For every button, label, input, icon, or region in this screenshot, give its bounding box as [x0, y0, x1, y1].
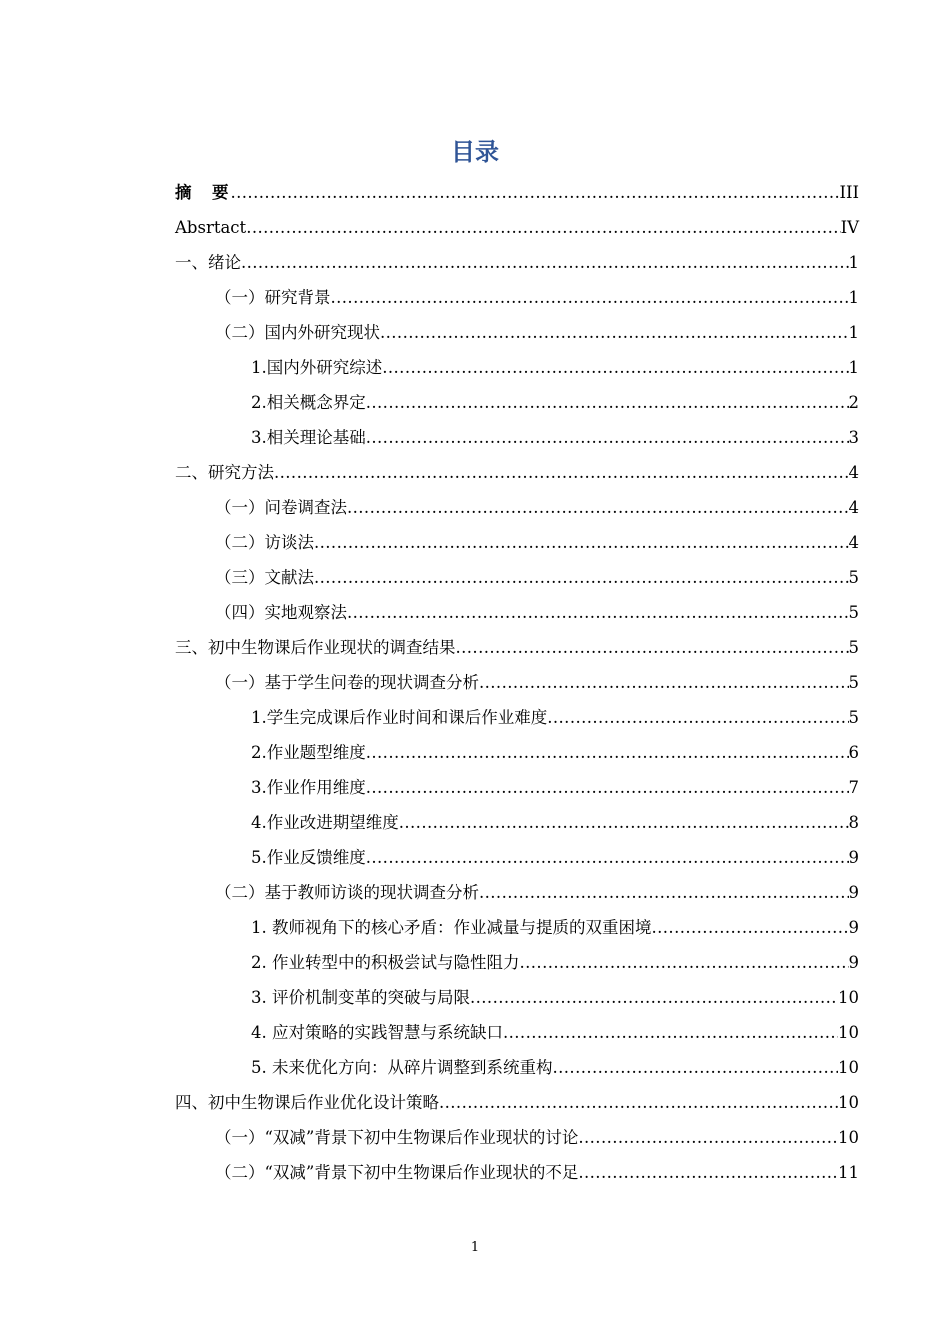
- toc-entry-page: 10: [838, 1128, 859, 1147]
- toc-entry[interactable]: [175, 805, 859, 840]
- toc-entry-label: 2. 作业转型中的积极尝试与隐性阻力: [251, 953, 520, 972]
- toc-entry-label: 2.作业题型维度: [251, 743, 366, 762]
- toc-dot-leader: [399, 805, 849, 840]
- toc-dot-leader: [547, 700, 848, 735]
- toc-entry-page: 7: [848, 778, 859, 797]
- toc-entry[interactable]: [175, 595, 859, 630]
- toc-entry-label: 摘 要: [175, 183, 231, 202]
- toc-dot-leader: [331, 280, 849, 315]
- toc-entry-label: （三）文献法: [215, 568, 314, 587]
- toc-dot-leader: [314, 560, 849, 595]
- toc-dot-leader: [366, 840, 849, 875]
- toc-dot-leader: [578, 1120, 838, 1155]
- toc-entry-label: 5.作业反馈维度: [251, 848, 366, 867]
- toc-dot-leader: [578, 1155, 838, 1190]
- toc-entry[interactable]: [175, 245, 859, 280]
- toc-entry-page: 5: [848, 708, 859, 727]
- toc-entry[interactable]: [175, 420, 859, 455]
- toc-dot-leader: [347, 595, 849, 630]
- toc-entry[interactable]: [175, 560, 859, 595]
- toc-entry-label: 二、研究方法: [175, 463, 274, 482]
- toc-entry[interactable]: [175, 630, 859, 665]
- toc-dot-leader: [470, 980, 838, 1015]
- toc-dot-leader: [366, 770, 849, 805]
- toc-entry-page: 2: [848, 393, 859, 412]
- toc-entry-page: 4: [848, 533, 859, 552]
- page-number: 1: [470, 1240, 480, 1255]
- toc-entry[interactable]: [175, 1155, 859, 1190]
- toc-entry[interactable]: [175, 875, 859, 910]
- toc-dot-leader: [231, 175, 840, 210]
- toc-entry[interactable]: [175, 175, 859, 210]
- toc-title: 目录: [451, 138, 499, 166]
- toc-entry-page: 9: [848, 883, 859, 902]
- toc-entry-page: 9: [848, 918, 859, 937]
- toc-dot-leader: [382, 350, 848, 385]
- toc-entry-page: 9: [848, 848, 859, 867]
- toc-entry-label: 3.相关理论基础: [251, 428, 366, 447]
- toc-entry-page: 4: [848, 498, 859, 517]
- toc-entry[interactable]: [175, 1085, 859, 1120]
- toc-entry-page: 1: [848, 358, 859, 377]
- toc-entry-label: （二）基于教师访谈的现状调查分析: [215, 883, 479, 902]
- toc-entry[interactable]: [175, 980, 859, 1015]
- toc-entry[interactable]: [175, 770, 859, 805]
- toc-entry-label: 4.作业改进期望维度: [251, 813, 399, 832]
- toc-dot-leader: [246, 210, 840, 245]
- toc-entry[interactable]: [175, 700, 859, 735]
- toc-entry-page: 10: [838, 1058, 859, 1077]
- toc-entry[interactable]: [175, 1015, 859, 1050]
- toc-entry[interactable]: [175, 1120, 859, 1155]
- toc-entry-label: 2.相关概念界定: [251, 393, 366, 412]
- toc-entry-label: （一）基于学生问卷的现状调查分析: [215, 673, 479, 692]
- toc-entry-label: 1. 教师视角下的核心矛盾：作业减量与提质的双重困境: [251, 918, 652, 937]
- toc-dot-leader: [553, 1050, 839, 1085]
- toc-entry-label: 一、绪论: [175, 253, 241, 272]
- toc-entry[interactable]: [175, 735, 859, 770]
- toc-entry-page: 4: [848, 463, 859, 482]
- table-of-contents: [175, 175, 859, 1190]
- toc-dot-leader: [274, 455, 849, 490]
- toc-dot-leader: [479, 875, 849, 910]
- toc-entry-page: 11: [838, 1163, 859, 1182]
- toc-entry-label: 三、初中生物课后作业现状的调查结果: [175, 638, 456, 657]
- toc-dot-leader: [314, 525, 849, 560]
- toc-entry[interactable]: [175, 840, 859, 875]
- toc-entry-page: 10: [838, 1023, 859, 1042]
- toc-dot-leader: [366, 385, 849, 420]
- toc-entry-label: （一）问卷调查法: [215, 498, 347, 517]
- toc-entry-label: 4. 应对策略的实践智慧与系统缺口: [251, 1023, 503, 1042]
- toc-entry-page: 10: [838, 988, 859, 1007]
- toc-dot-leader: [366, 420, 849, 455]
- toc-entry-page: 9: [848, 953, 859, 972]
- toc-entry-label: 四、初中生物课后作业优化设计策略: [175, 1093, 439, 1112]
- toc-entry-label: Absrtact: [175, 218, 247, 237]
- toc-entry[interactable]: [175, 315, 859, 350]
- toc-entry[interactable]: [175, 210, 859, 245]
- toc-entry-page: 5: [848, 603, 859, 622]
- toc-entry-label: （四）实地观察法: [215, 603, 347, 622]
- toc-entry[interactable]: [175, 350, 859, 385]
- toc-entry-label: 3. 评价机制变革的突破与局限: [251, 988, 470, 1007]
- toc-dot-leader: [503, 1015, 838, 1050]
- toc-dot-leader: [652, 910, 849, 945]
- toc-entry-label: （二）国内外研究现状: [215, 323, 380, 342]
- toc-entry-page: 1: [848, 323, 859, 342]
- toc-entry-page: 6: [848, 743, 859, 762]
- toc-entry-label: 3.作业作用维度: [251, 778, 366, 797]
- toc-dot-leader: [456, 630, 849, 665]
- toc-entry-page: 8: [848, 813, 859, 832]
- toc-dot-leader: [479, 665, 849, 700]
- toc-entry[interactable]: [175, 910, 859, 945]
- toc-entry-page: 5: [848, 673, 859, 692]
- toc-dot-leader: [366, 735, 849, 770]
- toc-entry-page: 3: [848, 428, 859, 447]
- toc-entry-label: （一）“双减”背景下初中生物课后作业现状的讨论: [215, 1128, 579, 1147]
- toc-entry[interactable]: [175, 490, 859, 525]
- toc-entry-page: 10: [838, 1093, 859, 1112]
- toc-entry-label: （一）研究背景: [215, 288, 331, 307]
- toc-entry-page: IV: [840, 218, 859, 237]
- toc-dot-leader: [380, 315, 849, 350]
- toc-entry-label: 1.国内外研究综述: [251, 358, 383, 377]
- toc-entry-page: 1: [848, 253, 859, 272]
- toc-dot-leader: [241, 245, 849, 280]
- toc-entry[interactable]: [175, 525, 859, 560]
- toc-dot-leader: [439, 1085, 838, 1120]
- toc-dot-leader: [347, 490, 849, 525]
- toc-entry[interactable]: [175, 1050, 859, 1085]
- toc-entry-page: 5: [848, 638, 859, 657]
- toc-dot-leader: [520, 945, 849, 980]
- toc-entry-page: 1: [848, 288, 859, 307]
- toc-entry-page: III: [839, 183, 859, 202]
- toc-entry-label: （二）访谈法: [215, 533, 314, 552]
- toc-entry[interactable]: [175, 665, 859, 700]
- toc-entry[interactable]: [175, 455, 859, 490]
- toc-entry-page: 5: [848, 568, 859, 587]
- toc-entry[interactable]: [175, 945, 859, 980]
- toc-entry-label: （二）“双减”背景下初中生物课后作业现状的不足: [215, 1163, 579, 1182]
- toc-entry-label: 5. 未来优化方向：从碎片调整到系统重构: [251, 1058, 553, 1077]
- toc-entry-label: 1.学生完成课后作业时间和课后作业难度: [251, 708, 548, 727]
- toc-entry[interactable]: [175, 280, 859, 315]
- toc-entry[interactable]: [175, 385, 859, 420]
